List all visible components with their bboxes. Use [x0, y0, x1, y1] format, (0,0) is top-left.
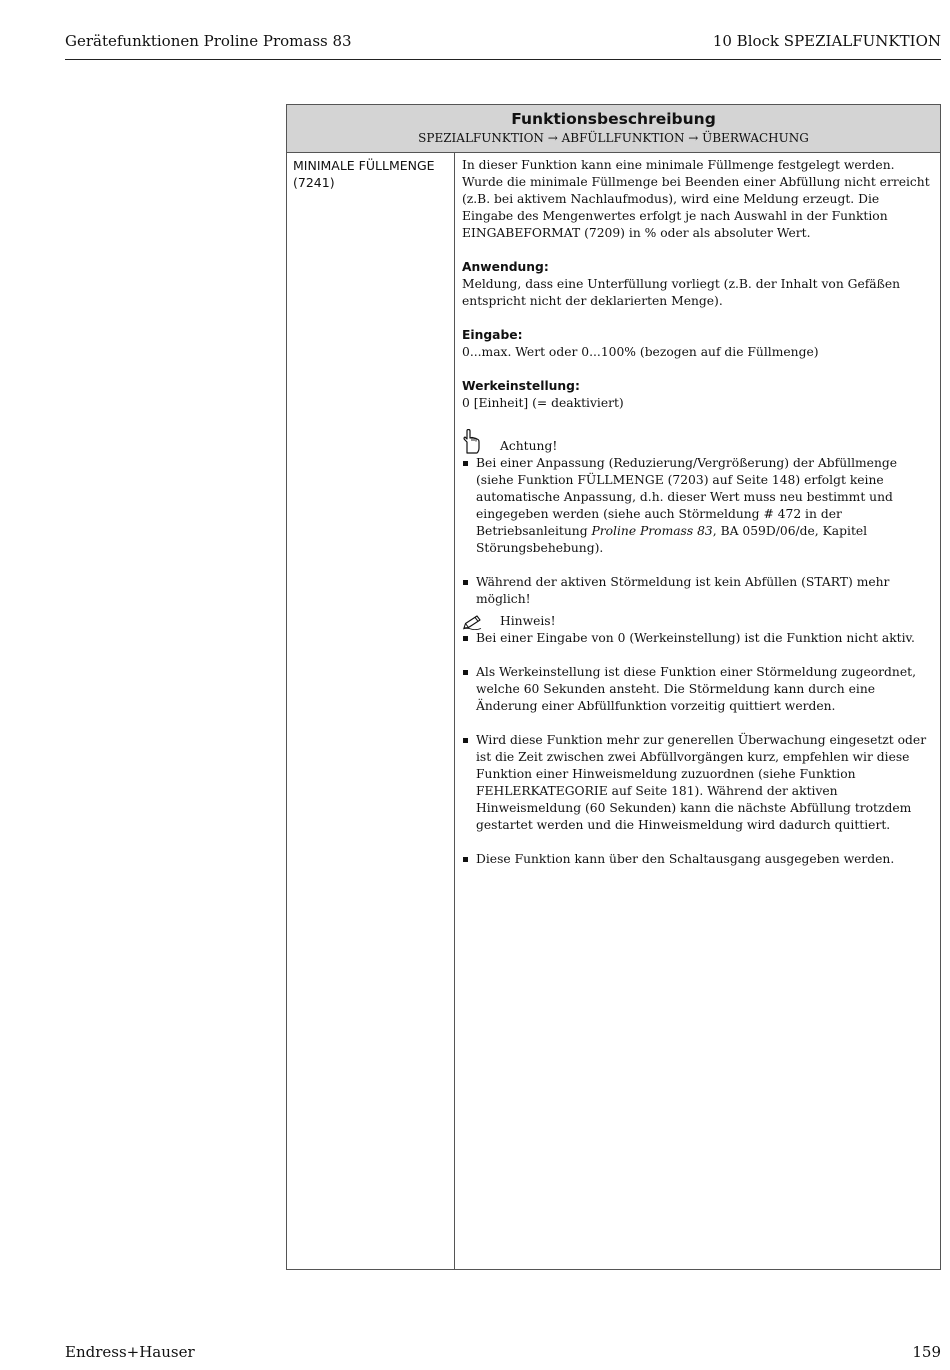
- page-header-right: 10 Block SPEZIALFUNKTION: [712, 32, 941, 50]
- pencil-icon: [462, 614, 500, 630]
- header-rule: [65, 59, 941, 60]
- menu-path: SPEZIALFUNKTION → ABFÜLLFUNKTION → ÜBERWACHUNG: [418, 131, 809, 145]
- function-name: MINIMALE FÜLLMENGE: [293, 158, 435, 173]
- table-body: [287, 153, 940, 1269]
- function-name-cell: [287, 153, 455, 1269]
- pointing-hand-icon: [462, 429, 500, 455]
- hinweis-list: [462, 630, 932, 868]
- table-header: [287, 105, 940, 153]
- hinweis-note: [462, 608, 932, 630]
- hinweis-label: Hinweis!: [500, 614, 556, 628]
- eingabe-text: 0...max. Wert oder 0...100% (bezogen auf die Füllmenge): [462, 345, 819, 359]
- function-description-cell: [456, 153, 940, 1269]
- anwendung-text: Meldung, dass eine Unterfüllung vorliegt (z.B. der Inhalt von Gefäßen entspricht nicht der deklarierten Menge).: [462, 277, 901, 308]
- function-code: (7241): [293, 175, 335, 190]
- eingabe-heading: Eingabe:: [462, 328, 523, 342]
- list-item: Bei einer Anpassung (Reduzierung/Vergrößerung) der Abfüllmenge (siehe Funktion FÜLLMENGE (7203) auf Seite 148) erfolgt keine automatische Anpassung, d.h. dieser Wert muss neu bestimmt und eingegeben werden (siehe auch Störmeldung # 472 in der Betriebsanleitung Proline Promass 83, BA 059D/06/de, Kapitel Störungsbehebung).: [462, 455, 932, 557]
- function-description-table: [286, 104, 941, 1270]
- anwendung-heading: Anwendung:: [462, 260, 549, 274]
- table-title: Funktionsbeschreibung: [511, 110, 716, 128]
- achtung-list: [462, 455, 932, 608]
- werkeinstellung-heading: Werkeinstellung:: [462, 379, 580, 393]
- list-item: Diese Funktion kann über den Schaltausgang ausgegeben werden.: [462, 851, 932, 868]
- achtung-label: Achtung!: [500, 439, 558, 453]
- achtung-note: [462, 429, 932, 455]
- list-item: Bei einer Eingabe von 0 (Werkeinstellung) ist die Funktion nicht aktiv.: [462, 630, 932, 647]
- page-header-left: Gerätefunktionen Proline Promass 83: [65, 32, 352, 50]
- list-item: Als Werkeinstellung ist diese Funktion einer Störmeldung zugeordnet, welche 60 Sekunden ansteht. Die Störmeldung kann durch eine Änderung einer Abfüllfunktion vorzeitig quittiert werden.: [462, 664, 932, 715]
- list-item: Während der aktiven Störmeldung ist kein Abfüllen (START) mehr möglich!: [462, 574, 932, 608]
- intro-text: In dieser Funktion kann eine minimale Füllmenge festgelegt werden. Wurde die minimale Füllmenge bei Beenden einer Abfüllung nicht erreicht (z.B. bei aktivem Nachlaufmodus), wird eine Meldung erzeugt. Die Eingabe des Mengenwertes erfolgt je nach Auswahl in der Funktion EINGABEFORMAT (7209) in % oder als absoluter Wert.: [462, 158, 930, 240]
- footer-brand: Endress+Hauser: [65, 1343, 195, 1361]
- list-item: Wird diese Funktion mehr zur generellen Überwachung eingesetzt oder ist die Zeit zwischen zwei Abfüllvorgängen kurz, empfehlen wir diese Funktion einer Hinweismeldung zuzuordnen (siehe Funktion FEHLERKATEGORIE auf Seite 181). Während der aktiven Hinweismeldung (60 Sekunden) kann die nächste Abfüllung trotzdem gestartet werden und die Hinweismeldung wird dadurch quittiert.: [462, 732, 932, 834]
- page-number: 159: [912, 1343, 941, 1361]
- werkeinstellung-text: 0 [Einheit] (= deaktiviert): [462, 396, 624, 410]
